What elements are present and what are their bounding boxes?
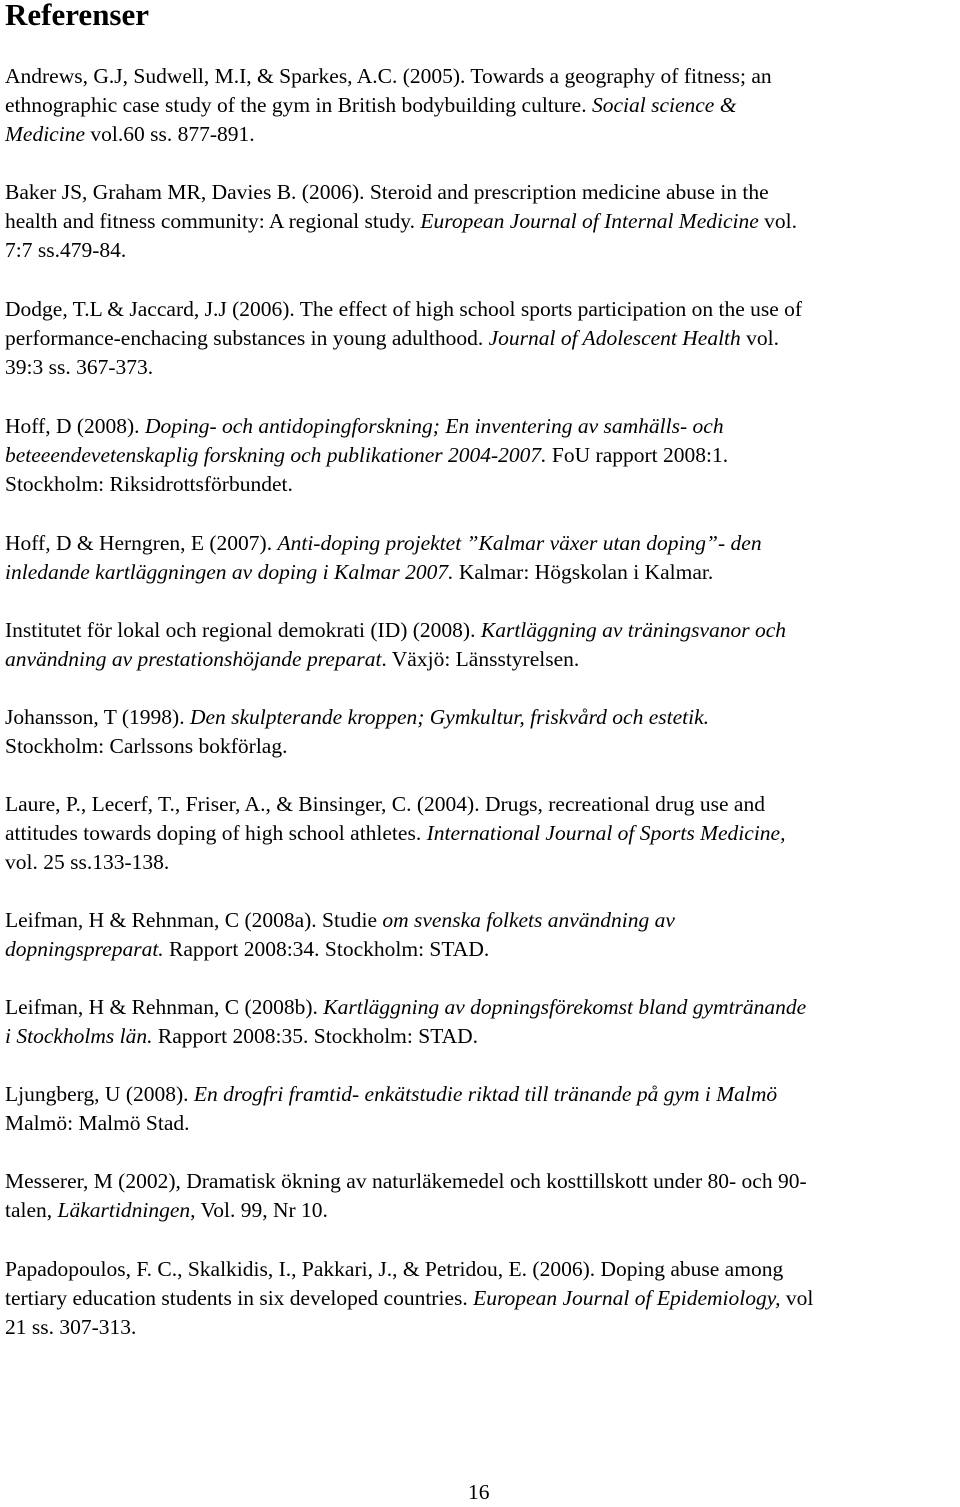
reference-line <box>5 645 786 674</box>
reference-text: performance-enchacing substances in young adulthood. <box>5 326 489 350</box>
reference-line <box>5 993 806 1022</box>
reference-item <box>5 529 762 587</box>
reference-item <box>5 412 728 499</box>
reference-line <box>5 1167 807 1196</box>
reference-line <box>5 935 675 964</box>
reference-text: Stockholm: Carlssons bokförlag. <box>5 734 288 758</box>
reference-line <box>5 848 785 877</box>
reference-text-italic: Journal of Adolescent Health <box>488 326 741 350</box>
reference-text: Hoff, D (2008). <box>5 414 145 438</box>
reference-text: vol. <box>740 326 780 350</box>
reference-item <box>5 1080 777 1138</box>
page-number: 16 <box>468 1480 490 1504</box>
reference-text-italic: dopningspreparat. <box>5 937 164 961</box>
reference-text: Malmö: Malmö Stad. <box>5 1111 190 1135</box>
reference-text: vol.60 ss. 877-891. <box>85 122 255 146</box>
reference-line <box>5 703 709 732</box>
reference-line <box>5 1284 813 1313</box>
reference-text-italic: Den skulpterande kroppen; Gymkultur, friskvård och estetik. <box>189 705 710 729</box>
reference-text-italic: i Stockholms län. <box>5 1024 153 1048</box>
reference-line <box>5 470 728 499</box>
reference-item <box>5 616 786 674</box>
reference-text: 7:7 ss.479-84. <box>5 238 127 262</box>
reference-text-italic: Medicine <box>5 122 85 146</box>
reference-line <box>5 1022 806 1051</box>
reference-item <box>5 178 797 265</box>
reference-text: Stockholm: Riksidrottsförbundet. <box>5 472 293 496</box>
reference-text-italic: om svenska folkets användning av <box>382 908 675 932</box>
reference-text-italic: Doping- och antidopingforskning; En inventering av samhälls- och <box>144 414 724 438</box>
reference-text: vol. <box>758 209 798 233</box>
reference-line <box>5 1196 807 1225</box>
reference-line <box>5 178 797 207</box>
reference-item <box>5 993 806 1051</box>
reference-text: talen, <box>5 1198 58 1222</box>
reference-line <box>5 207 797 236</box>
reference-line <box>5 1313 813 1342</box>
reference-line <box>5 324 802 353</box>
reference-text: Laure, P., Lecerf, T., Friser, A., & Binsinger, C. (2004). Drugs, recreational drug use and <box>5 792 765 816</box>
reference-text-italic: European Journal of Epidemiology, <box>473 1286 781 1310</box>
reference-text: Leifman, H & Rehnman, C (2008a). Studie <box>5 908 383 932</box>
reference-text: 21 ss. 307-313. <box>5 1315 137 1339</box>
reference-line <box>5 819 785 848</box>
reference-line <box>5 62 772 91</box>
reference-text: Papadopoulos, F. C., Skalkidis, I., Pakkari, J., & Petridou, E. (2006). Doping abuse among <box>5 1257 784 1281</box>
reference-text: FoU rapport 2008:1. <box>546 443 729 467</box>
reference-text: Kalmar: Högskolan i Kalmar. <box>453 560 714 584</box>
reference-text: vol <box>780 1286 814 1310</box>
reference-text-italic: En drogfri framtid- enkätstudie riktad till tränande på gym i Malmö <box>193 1082 778 1106</box>
reference-text-italic: användning av prestationshöjande preparat <box>5 647 382 671</box>
reference-text: Dodge, T.L & Jaccard, J.J (2006). The effect of high school sports participation on the use of <box>5 297 803 321</box>
reference-text: attitudes towards doping of high school athletes. <box>5 821 427 845</box>
reference-line <box>5 732 709 761</box>
reference-text: Baker JS, Graham MR, Davies B. (2006). Steroid and prescription medicine abuse in the <box>5 180 769 204</box>
reference-line <box>5 91 772 120</box>
reference-text-italic: International Journal of Sports Medicine, <box>426 821 786 845</box>
reference-text: Institutet för lokal och regional demokrati (ID) (2008). <box>5 618 481 642</box>
reference-text: Ljungberg, U (2008). <box>5 1082 194 1106</box>
reference-text: Vol. 99, Nr 10. <box>195 1198 328 1222</box>
reference-text-italic: Läkartidningen, <box>57 1198 196 1222</box>
reference-line <box>5 295 802 324</box>
reference-line <box>5 441 728 470</box>
reference-item <box>5 295 802 382</box>
reference-text: 39:3 ss. 367-373. <box>5 355 154 379</box>
reference-line <box>5 1080 777 1109</box>
reference-line <box>5 529 762 558</box>
reference-text: Messerer, M (2002), Dramatisk ökning av naturläkemedel och kosttillskott under 80- och 90- <box>5 1169 807 1193</box>
reference-text-italic: Anti-doping projektet ”Kalmar växer utan doping”- den <box>277 531 762 555</box>
reference-item <box>5 62 772 149</box>
reference-text-italic: inledande kartläggningen av doping i Kalmar 2007. <box>5 560 454 584</box>
reference-item <box>5 1167 807 1225</box>
reference-text: vol. 25 ss.133-138. <box>5 850 170 874</box>
reference-line <box>5 906 675 935</box>
reference-line <box>5 1255 813 1284</box>
reference-text-italic: Kartläggning av dopningsförekomst bland gymtränande <box>323 995 807 1019</box>
reference-text: Leifman, H & Rehnman, C (2008b). <box>5 995 324 1019</box>
reference-item <box>5 906 675 964</box>
reference-line <box>5 353 802 382</box>
reference-line <box>5 412 728 441</box>
reference-text-italic: beteeendevetenskaplig forskning och publikationer 2004-2007. <box>5 443 547 467</box>
reference-text: Hoff, D & Herngren, E (2007). <box>5 531 278 555</box>
reference-line <box>5 558 762 587</box>
reference-line <box>5 120 772 149</box>
reference-line <box>5 616 786 645</box>
reference-text: tertiary education students in six developed countries. <box>5 1286 474 1310</box>
reference-item <box>5 1255 813 1342</box>
reference-line <box>5 790 785 819</box>
reference-text-italic: Kartläggning av träningsvanor och <box>480 618 787 642</box>
reference-text: Johansson, T (1998). <box>5 705 190 729</box>
reference-text: Rapport 2008:35. Stockholm: STAD. <box>152 1024 479 1048</box>
reference-text: health and fitness community: A regional study. <box>5 209 421 233</box>
reference-line <box>5 1109 777 1138</box>
reference-line <box>5 236 797 265</box>
reference-text: Rapport 2008:34. Stockholm: STAD. <box>163 937 490 961</box>
reference-text: Andrews, G.J, Sudwell, M.I, & Sparkes, A.C. (2005). Towards a geography of fitness; an <box>5 64 772 88</box>
reference-text-italic: Social science & <box>591 93 737 117</box>
reference-text: . Växjö: Länsstyrelsen. <box>381 647 580 671</box>
reference-item <box>5 703 709 761</box>
reference-text-italic: European Journal of Internal Medicine <box>420 209 759 233</box>
page-heading: Referenser <box>5 0 150 32</box>
reference-item <box>5 790 785 877</box>
reference-text: ethnographic case study of the gym in British bodybuilding culture. <box>5 93 592 117</box>
